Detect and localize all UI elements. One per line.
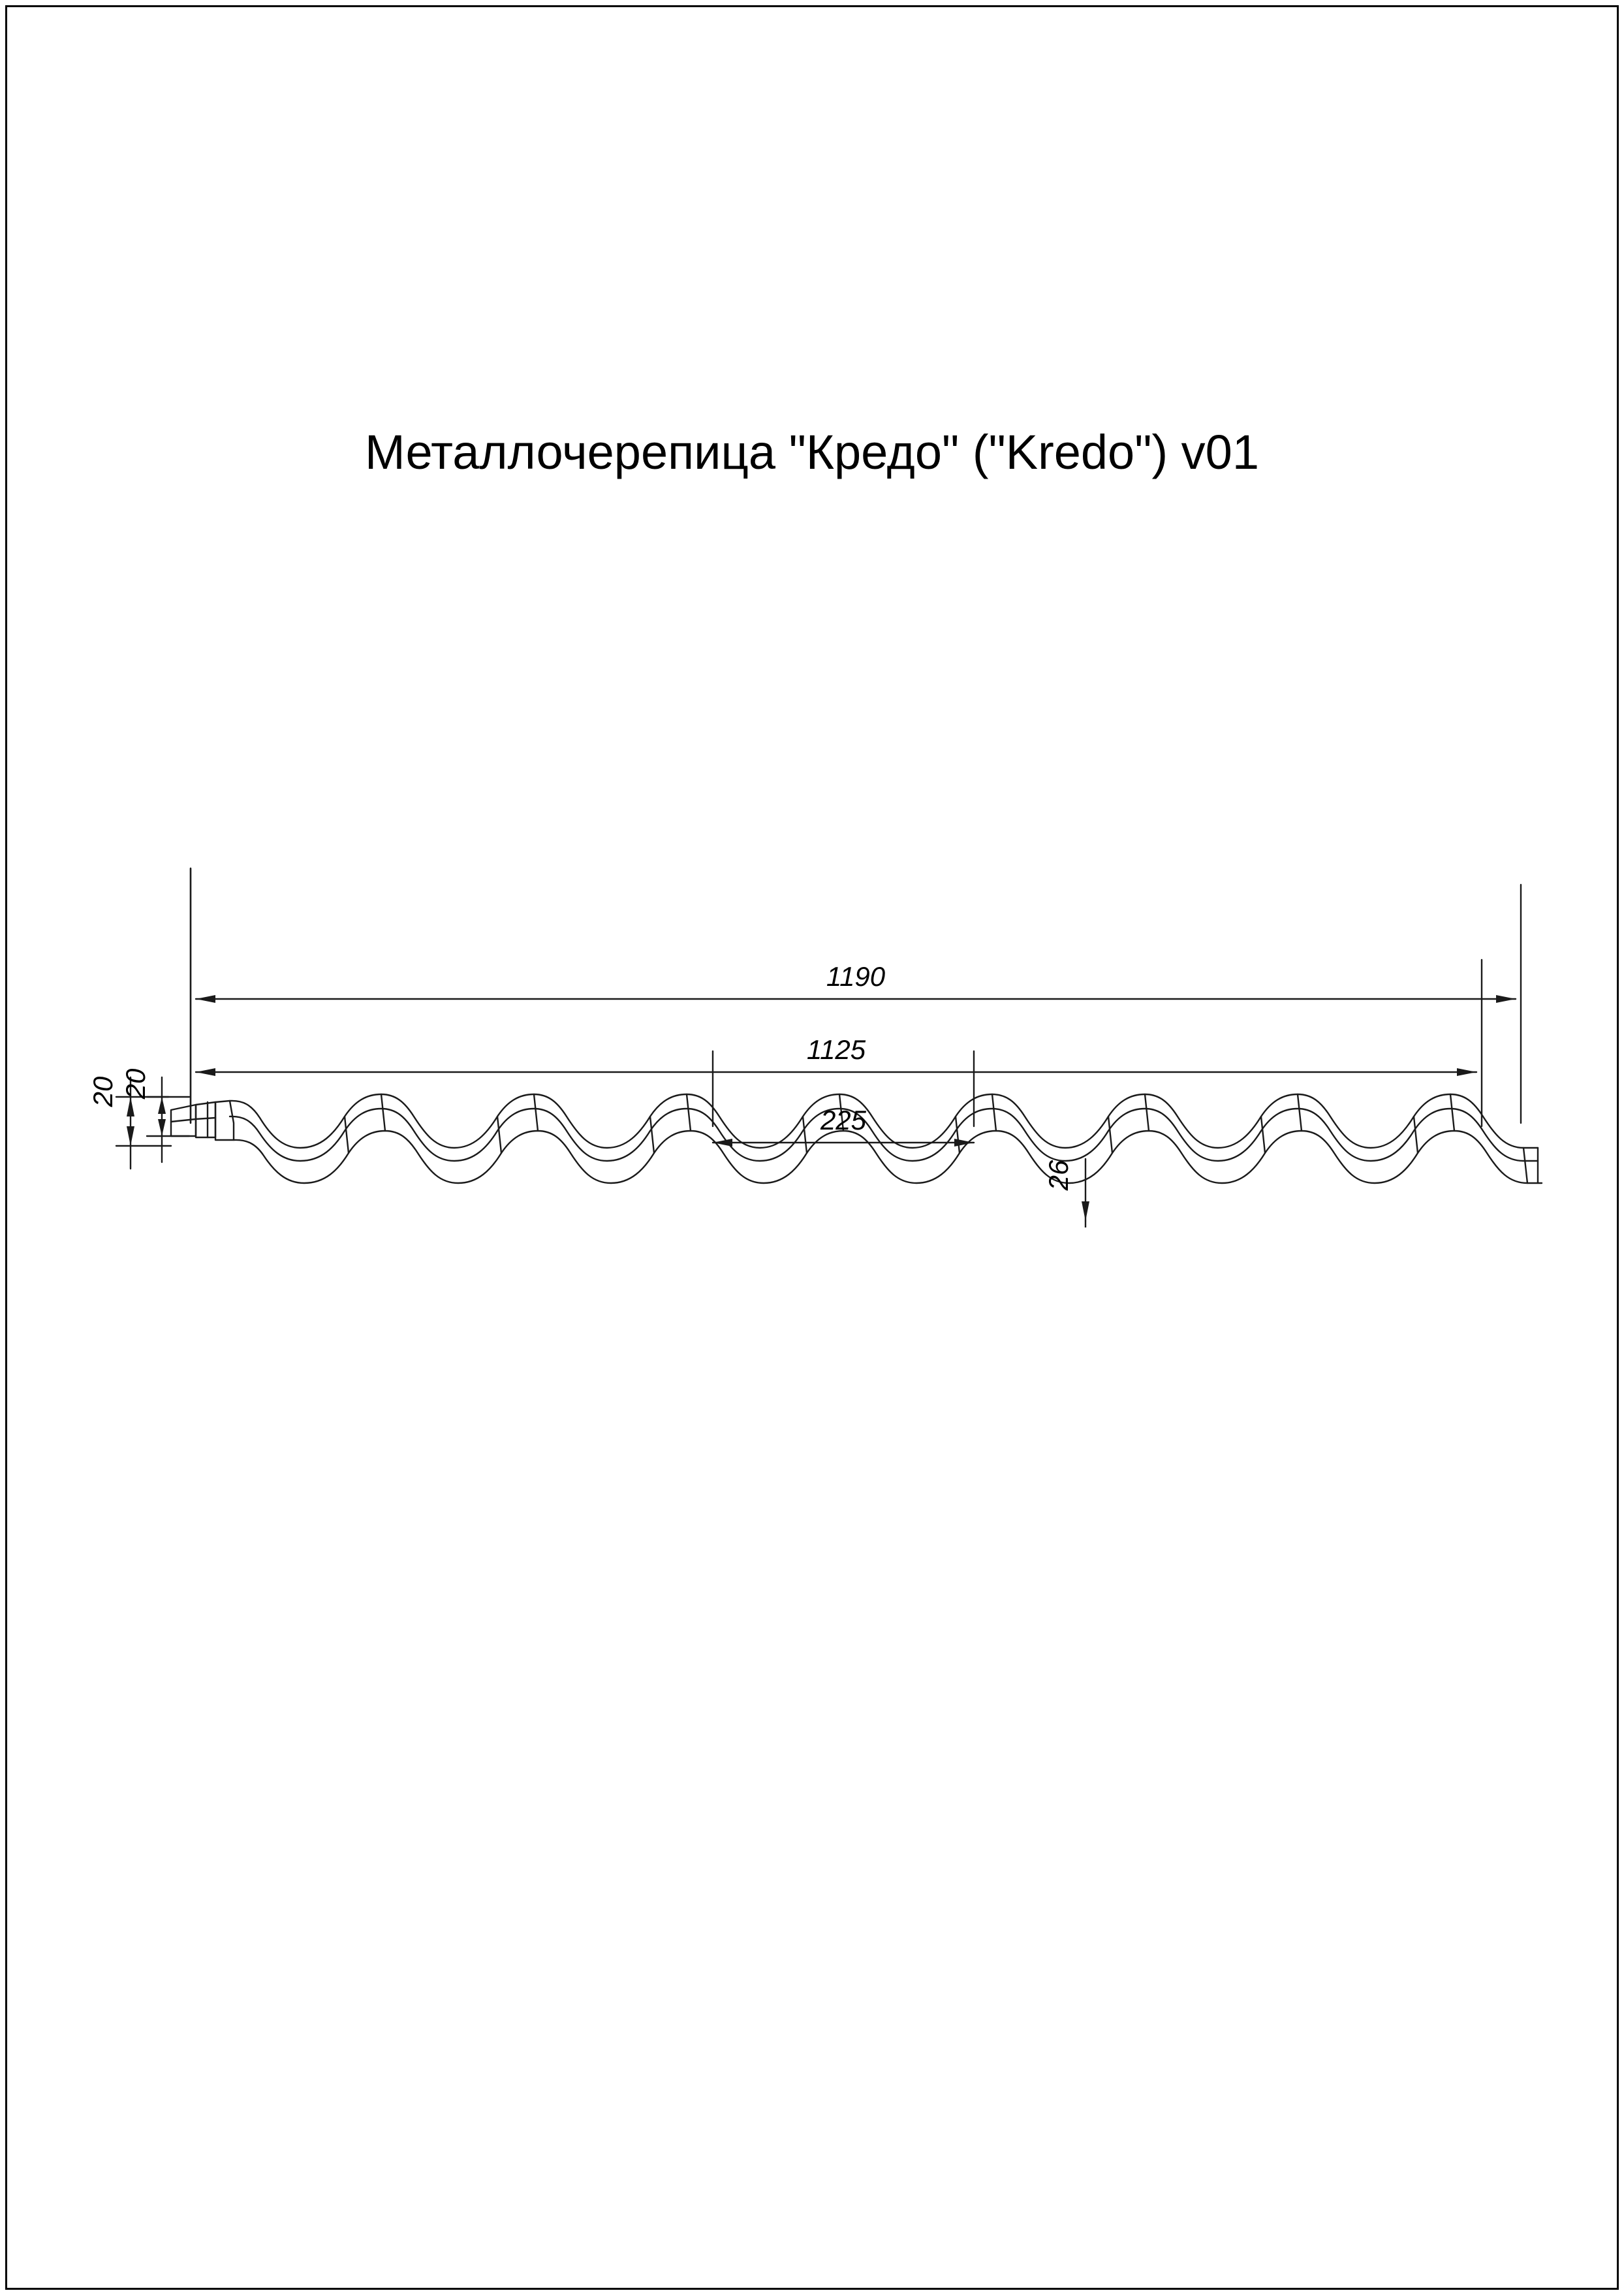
arrow-20-outer-top — [127, 1097, 134, 1116]
arrow-1125-right — [1457, 1068, 1476, 1076]
profile-svg — [0, 770, 1624, 1227]
dim-label-225: 225 — [820, 1105, 867, 1135]
arrow-20-inner-top — [158, 1097, 166, 1114]
arrow-20-outer-bottom — [127, 1126, 134, 1146]
arrow-1125-left — [196, 1068, 215, 1076]
dim-label-20-outer: 20 — [87, 1076, 118, 1107]
profile-bottom-outline — [234, 1131, 1542, 1183]
dim-label-1190: 1190 — [826, 961, 886, 992]
arrow-1190-right — [1496, 995, 1516, 1003]
profile-top-outline — [230, 1094, 1538, 1148]
technical-drawing — [0, 770, 1624, 1227]
dim-label-26: 26 — [1043, 1160, 1074, 1191]
profile-mid-outline — [230, 1109, 1538, 1161]
page-title: Металлочерепица "Кредо" ("Kredo") v01 — [364, 425, 1259, 479]
arrow-1190-left — [196, 995, 215, 1003]
arrow-20-inner-bottom — [158, 1119, 166, 1136]
profile-step-lines — [345, 1094, 1454, 1153]
profile-right-edge — [1523, 1148, 1538, 1183]
dim-label-1125: 1125 — [806, 1034, 866, 1065]
arrow-26-down — [1082, 1201, 1089, 1221]
dim-label-20-inner: 20 — [120, 1068, 151, 1100]
profile-left-edge — [171, 1101, 234, 1140]
